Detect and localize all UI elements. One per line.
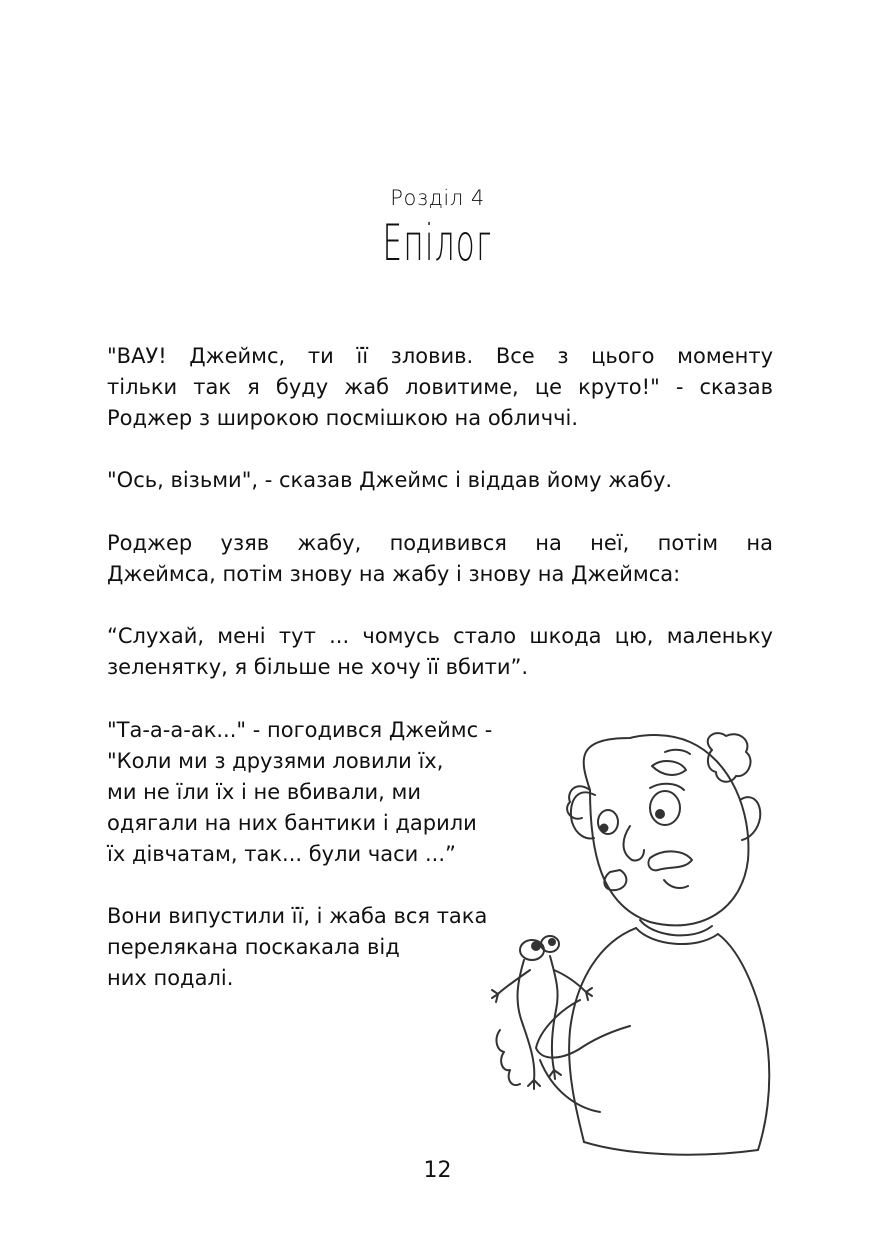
text-line: Вони випустили її, і жаба вся така [107,904,488,928]
text-line: них подалі. [107,966,234,990]
paragraph-roger-wow [107,341,773,434]
paragraph-take-it [107,465,672,496]
text-line: зеленятку, я більше не хочу її вбити”. [107,655,529,679]
text-line: "ВАУ! Джеймс, ти її зловив. Все з цього моменту [107,344,773,368]
text-line: "Ось, візьми", - сказав Джеймс і віддав йому жабу. [107,468,673,492]
text-line: одягали на них бантики і дарили [107,811,477,835]
paragraph-listen [107,621,773,683]
chapter-title: Епілог [382,214,493,272]
text-line: їх дівчатам, так... були часи ...” [107,842,456,866]
text-line: "Та-а-а-ак..." - погодився Джеймс - [107,718,493,742]
text-line: перелякана поскакала від [107,935,400,959]
text-line: “Слухай, мені тут ... чомусь стало шкода цю, маленьку [107,624,773,648]
text-line: Джеймса, потім знову на жабу і знову на Джеймса: [107,562,681,586]
chapter-label: Розділ 4 [390,186,485,210]
text-line: тільки так я буду жаб ловитиме, це круто!" - сказав [107,375,773,399]
page-number: 12 [423,1158,452,1183]
text-line: Роджер узяв жабу, подивився на неї, потім на [107,531,773,555]
paragraph-james-memories [107,715,492,870]
old-man-with-frog-illustration [480,730,780,1160]
text-line: "Коли ми з друзями ловили їх, [107,749,444,773]
paragraph-roger-looks [107,528,773,590]
text-line: Роджер з широкою посмішкою на обличчі. [107,406,579,430]
paragraph-release-frog [107,901,487,994]
text-line: ми не їли їх і не вбивали, ми [107,780,421,804]
